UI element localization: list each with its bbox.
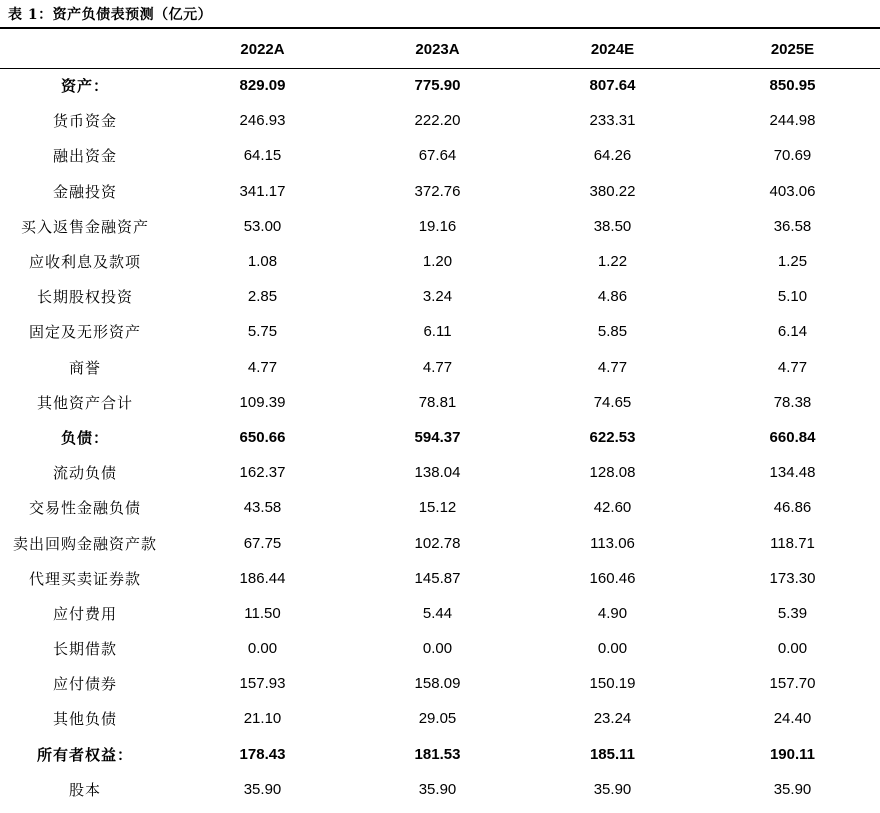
header-row [0,30,880,68]
row-value: 1.25 [777,253,808,271]
row-value: 113.06 [590,534,635,552]
column-header-item [0,30,170,68]
row-value: 23.24 [593,710,632,728]
row-value: 6.11 [423,323,452,341]
row-label: 长期股权投资 [36,288,133,307]
row-label: 金融投资 [52,182,117,201]
row-label: 货币资金 [52,112,117,131]
row-value: 5.10 [777,288,808,306]
table-row [0,561,880,596]
table-row [0,385,880,420]
table-row [0,420,880,455]
row-value: 594.37 [414,428,461,446]
row-value: 46.86 [773,499,812,517]
row-value: 850.95 [769,77,816,95]
balance-sheet-table [0,30,880,807]
table-row [0,631,880,666]
row-value: 35.90 [773,780,812,798]
table-row [0,596,880,631]
row-value: 24.40 [773,710,812,728]
table-row [0,350,880,385]
row-value: 19.16 [418,217,457,235]
row-value: 109.39 [239,393,286,411]
row-value: 158.09 [414,675,461,693]
row-value: 35.90 [418,780,457,798]
row-value: 138.04 [414,464,461,482]
row-value: 4.86 [597,288,628,306]
row-value: 829.09 [239,77,286,95]
row-value: 157.70 [769,675,816,693]
table-row [0,138,880,173]
row-value: 5.39 [777,604,808,622]
row-value: 38.50 [593,217,632,235]
row-value: 102.78 [414,534,461,552]
row-value: 35.90 [593,780,632,798]
row-value: 78.81 [418,393,457,411]
column-header-2023a: 2023A [415,40,460,58]
row-value: 42.60 [593,499,632,517]
row-value: 118.71 [770,534,815,552]
row-label: 资产： [60,77,109,96]
row-value: 74.65 [593,393,632,411]
row-label: 负债： [60,428,109,447]
row-value: 5.85 [597,323,628,341]
row-value: 650.66 [239,428,286,446]
row-value: 128.08 [589,464,636,482]
row-label: 商誉 [68,358,101,377]
table-caption: 表 1：资产负债表预测（亿元） [8,7,213,23]
row-value: 3.24 [422,288,453,306]
row-value: 67.75 [243,534,282,552]
row-value: 5.44 [422,604,453,622]
row-label: 所有者权益： [36,745,133,764]
row-value: 162.37 [239,464,286,482]
row-value: 6.14 [777,323,808,341]
row-value: 775.90 [414,77,461,95]
table-row [0,666,880,701]
row-value: 233.31 [589,112,636,130]
row-value: 134.48 [769,464,816,482]
row-value: 0.00 [247,640,278,658]
row-value: 244.98 [769,112,816,130]
row-value: 222.20 [414,112,461,130]
row-value: 36.58 [773,217,812,235]
table-row [0,68,880,103]
row-label: 卖出回购金融资产款 [12,534,157,553]
row-value: 178.43 [239,745,286,763]
table-row [0,772,880,807]
row-value: 29.05 [418,710,457,728]
row-label: 代理买卖证券款 [28,569,141,588]
row-value: 78.38 [773,393,812,411]
row-value: 15.12 [418,499,457,517]
row-label: 流动负债 [52,464,117,483]
row-value: 4.77 [777,358,808,376]
row-value: 0.00 [597,640,628,658]
row-value: 4.77 [422,358,453,376]
row-value: 4.77 [597,358,628,376]
row-value: 807.64 [589,77,636,95]
row-value: 21.10 [243,710,282,728]
table-row [0,279,880,314]
row-label: 交易性金融负债 [28,499,141,518]
column-header-2025e: 2025E [770,40,815,58]
row-value: 70.69 [773,147,812,165]
table-row [0,525,880,560]
row-value: 0.00 [422,640,453,658]
table-body [0,68,880,807]
row-label: 股本 [68,780,101,799]
row-label: 应收利息及款项 [28,253,141,272]
table-row [0,490,880,525]
row-value: 145.87 [414,569,461,587]
row-value: 67.64 [418,147,457,165]
table-row [0,209,880,244]
row-value: 190.11 [769,745,816,763]
table-row [0,737,880,772]
row-label: 固定及无形资产 [28,323,141,342]
row-value: 4.77 [247,358,278,376]
row-value: 660.84 [769,428,816,446]
row-label: 其他负债 [52,710,117,729]
table-row [0,314,880,349]
row-value: 35.90 [243,780,282,798]
row-value: 246.93 [239,112,286,130]
row-value: 64.15 [243,147,282,165]
column-header-2024e: 2024E [590,40,635,58]
row-value: 173.30 [769,569,816,587]
row-value: 11.50 [244,604,281,622]
row-label: 其他资产合计 [36,393,133,412]
table-row [0,701,880,736]
row-value: 160.46 [589,569,636,587]
row-value: 622.53 [589,428,636,446]
row-label: 融出资金 [52,147,117,166]
row-value: 43.58 [243,499,282,517]
row-value: 1.08 [247,253,278,271]
table-row [0,174,880,209]
row-value: 4.90 [597,604,628,622]
table-row [0,244,880,279]
row-value: 372.76 [414,182,461,200]
row-value: 1.22 [597,253,628,271]
row-value: 1.20 [422,253,453,271]
row-label: 应付费用 [52,604,117,623]
row-value: 403.06 [769,182,816,200]
row-value: 5.75 [247,323,278,341]
table-row [0,103,880,138]
row-value: 186.44 [239,569,286,587]
row-label: 长期借款 [52,640,117,659]
row-value: 185.11 [589,745,636,763]
row-value: 0.00 [777,640,808,658]
row-value: 380.22 [589,182,636,200]
table-row [0,455,880,490]
row-value: 181.53 [414,745,461,763]
column-header-2022a: 2022A [240,40,285,58]
row-label: 买入返售金融资产 [20,217,149,236]
row-value: 341.17 [239,182,286,200]
table-top-rule [0,27,880,29]
row-value: 53.00 [243,217,282,235]
row-value: 2.85 [247,288,278,306]
row-label: 应付债券 [52,675,117,694]
row-value: 157.93 [239,675,286,693]
row-value: 64.26 [593,147,632,165]
row-value: 150.19 [589,675,636,693]
